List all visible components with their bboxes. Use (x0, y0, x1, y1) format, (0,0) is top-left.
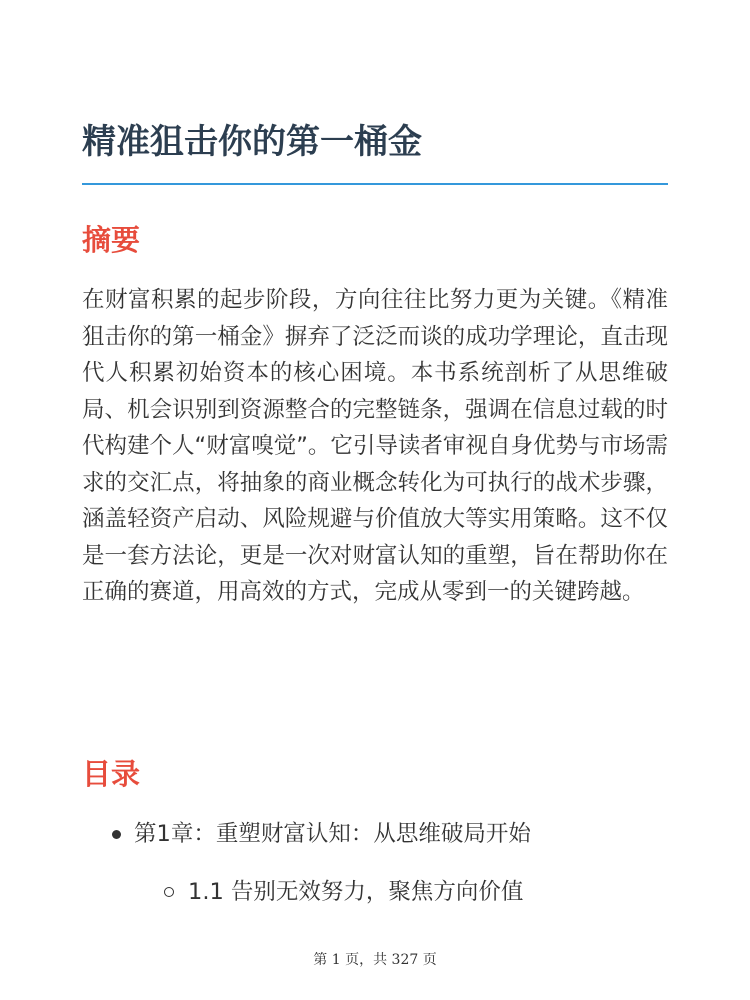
toc-heading: 目录 (82, 757, 141, 791)
bullet-dot-icon (112, 830, 121, 839)
toc-section-1-1-label: 1.1 告别无效努力，聚焦方向价值 (188, 879, 524, 905)
toc-chapter-1[interactable] (134, 818, 531, 850)
toc-section-1-1[interactable] (188, 876, 523, 908)
page-footer: 第 1 页，共 327 页 (313, 952, 437, 968)
summary-paragraph: 在财富积累的起步阶段，方向往往比努力更为关键。《精准狙击你的第一桶金》摒弃了泛泛而谈的成功学理论，直击现代人积累初始资本的核心困境。本书系统剖析了从思维破局、机会识别到资源整合的完整链条，强调在信息过载的时代构建个人“财富嗅觉”。它引导读者审视自身优势与市场需求的交汇点，将抽象的商业概念转化为可执行的战术步骤，涵盖轻资产启动、风险规避与价值放大等实用策略。这不仅是一套方法论，更是一次对财富认知的重塑，旨在帮助你在正确的赛道，用高效的方式，完成从零到一的关键跨越。 (82, 287, 668, 605)
document-page (82, 0, 668, 1000)
toc-chapter-1-label: 第1章：重塑财富认知：从思维破局开始 (134, 821, 531, 847)
summary-heading: 摘要 (82, 223, 141, 257)
title-divider (82, 183, 668, 185)
book-title: 精准狙击你的第一桶金 (82, 122, 422, 162)
bullet-circle-icon (164, 887, 174, 897)
